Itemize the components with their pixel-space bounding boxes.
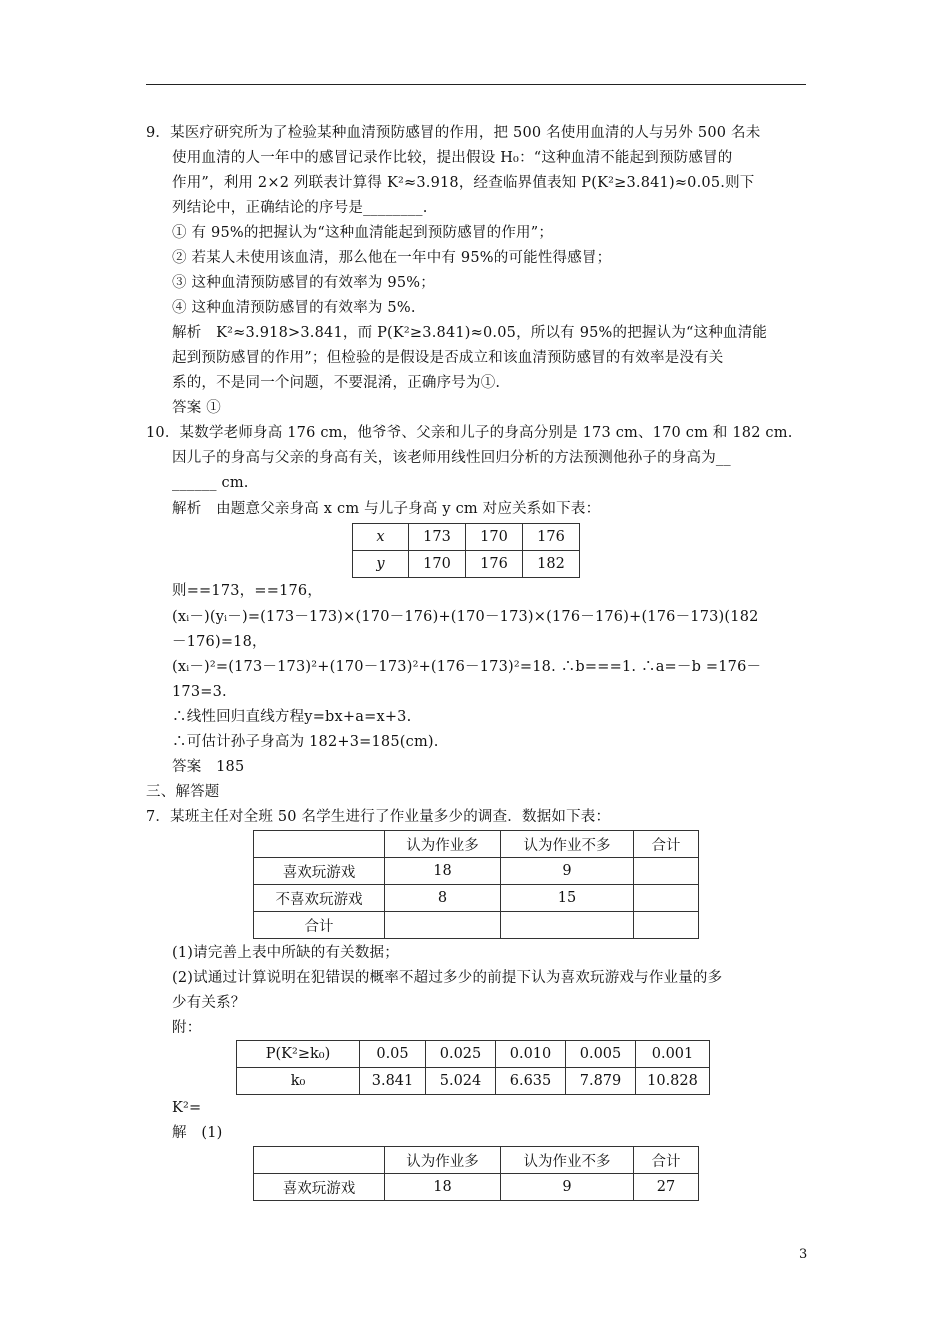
- q9-answer: 答案 ①: [172, 400, 221, 416]
- table-cell: [634, 885, 699, 912]
- q7-intro: 7．某班主任对全班 50 名学生进行了作业量多少的调查．数据如下表：: [146, 809, 611, 825]
- table-cell: 173: [409, 524, 466, 551]
- q9-line-3: 作用”，利用 2×2 列联表计算得 K²≈3.918，经查临界值表知 P(K²≥3.841)≈0.05.则下: [172, 175, 755, 191]
- table-cell: 8: [385, 885, 501, 912]
- table-cell: 5.024: [426, 1068, 496, 1095]
- table-cell: 9: [501, 858, 634, 885]
- table-cell: 认为作业不多: [501, 831, 634, 858]
- table-cell: 认为作业多: [385, 831, 501, 858]
- header-rule: [146, 84, 806, 85]
- q9-line-4: 列结论中，正确结论的序号是________.: [172, 200, 428, 216]
- table-cell: P(K²≥k₀): [237, 1041, 360, 1068]
- table-cell: 176: [466, 551, 523, 578]
- solution-table: [253, 1146, 699, 1201]
- q10-work-7: ∴可估计孙子身高为 182+3=185(cm).: [172, 734, 439, 750]
- q10-line-1: 10．某数学老师身高 176 cm，他爷爷、父亲和儿子的身高分别是 173 cm、170 cm 和 182 cm.: [146, 425, 793, 441]
- q10-work-3: －176)=18，: [172, 634, 267, 650]
- q9-option-3: ③ 这种血清预防感冒的有效率为 95%；: [172, 275, 435, 291]
- q9-line-2: 使用血清的人一年中的感冒记录作比较，提出假设 H₀：“这种血清不能起到预防感冒的: [172, 150, 733, 166]
- table-cell: 170: [466, 524, 523, 551]
- critical-value-table: [236, 1040, 710, 1095]
- survey-table: [253, 830, 699, 939]
- table-cell: 176: [523, 524, 580, 551]
- table-cell: 不喜欢玩游戏: [254, 885, 385, 912]
- q10-work-4: (xᵢ－)²=(173－173)²+(170－173)²+(176－173)²=18. ∴b===1. ∴a=－b =176－: [172, 659, 762, 675]
- q10-line-3: ______ cm.: [172, 475, 249, 491]
- table-cell: 认为作业不多: [501, 1147, 634, 1174]
- table-cell: [254, 1147, 385, 1174]
- q10-work-2: (xᵢ－)(yᵢ－)=(173－173)×(170－176)+(170－173)×(176－176)+(176－173)(182: [172, 609, 759, 625]
- q10-line-2: 因儿子的身高与父亲的身高有关，该老师用线性回归分析的方法预测他孙子的身高为__: [172, 450, 731, 466]
- table-cell: 合计: [254, 912, 385, 939]
- q7-part-2-cont: 少有关系？: [172, 995, 246, 1011]
- q9-option-2: ② 若某人未使用该血清，那么他在一年中有 95%的可能性得感冒；: [172, 250, 612, 266]
- q9-line-1: 9．某医疗研究所为了检验某种血清预防感冒的作用，把 500 名使用血清的人与另外 500 名未: [146, 125, 761, 141]
- table-row: [254, 912, 699, 939]
- table-row: [254, 885, 699, 912]
- table-cell: 18: [385, 858, 501, 885]
- table-cell: k₀: [237, 1068, 360, 1095]
- table-cell: 10.828: [636, 1068, 710, 1095]
- table-row: [254, 858, 699, 885]
- q10-height-table: [352, 523, 580, 578]
- table-cell: 3.841: [360, 1068, 426, 1095]
- solution-label: 解 (1): [172, 1125, 223, 1141]
- table-row: [254, 1174, 699, 1201]
- table-cell: 18: [385, 1174, 501, 1201]
- table-row: [353, 551, 580, 578]
- table-cell: 喜欢玩游戏: [254, 858, 385, 885]
- q10-work-6: ∴线性回归直线方程y=bx+a=x+3.: [172, 709, 412, 725]
- table-cell: 0.005: [566, 1041, 636, 1068]
- table-cell: 9: [501, 1174, 634, 1201]
- appendix-label: 附：: [172, 1020, 202, 1036]
- page-number: 3: [799, 1247, 808, 1262]
- table-cell: 182: [523, 551, 580, 578]
- table-cell: 170: [409, 551, 466, 578]
- table-cell: 27: [634, 1174, 699, 1201]
- table-cell: 合计: [634, 1147, 699, 1174]
- q10-work-1: 则==173，==176，: [172, 583, 323, 599]
- q10-work-5: 173=3.: [172, 684, 227, 700]
- table-cell: x: [353, 524, 409, 551]
- table-cell: 7.879: [566, 1068, 636, 1095]
- table-row: [353, 524, 580, 551]
- table-cell: 0.001: [636, 1041, 710, 1068]
- q10-analysis-intro: 解析 由题意父亲身高 x cm 与儿子身高 y cm 对应关系如下表：: [172, 501, 601, 517]
- table-cell: 6.635: [496, 1068, 566, 1095]
- table-cell: 合计: [634, 831, 699, 858]
- q9-analysis-3: 系的，不是同一个问题，不要混淆，正确序号为①.: [172, 375, 501, 391]
- table-cell: y: [353, 551, 409, 578]
- k-squared-formula: K²=: [172, 1100, 202, 1116]
- q7-part-2: (2)试通过计算说明在犯错误的概率不超过多少的前提下认为喜欢玩游戏与作业量的多: [172, 970, 723, 986]
- section-heading: 三、解答题: [146, 784, 220, 800]
- table-cell: [385, 912, 501, 939]
- q9-option-1: ① 有 95%的把握认为“这种血清能起到预防感冒的作用”；: [172, 225, 554, 241]
- table-row: [254, 831, 699, 858]
- table-cell: [634, 858, 699, 885]
- q9-analysis-1: 解析 K²≈3.918>3.841，而 P(K²≥3.841)≈0.05，所以有 95%的把握认为“这种血清能: [172, 325, 768, 341]
- table-row: [254, 1147, 699, 1174]
- table-cell: 0.05: [360, 1041, 426, 1068]
- q10-answer: 答案 185: [172, 759, 245, 775]
- q7-part-1: (1)请完善上表中所缺的有关数据；: [172, 945, 399, 961]
- table-cell: [634, 912, 699, 939]
- q9-analysis-2: 起到预防感冒的作用”；但检验的是假设是否成立和该血清预防感冒的有效率是没有关: [172, 350, 724, 366]
- table-row: [237, 1041, 710, 1068]
- q9-option-4: ④ 这种血清预防感冒的有效率为 5%.: [172, 300, 416, 316]
- table-row: [237, 1068, 710, 1095]
- table-cell: 0.010: [496, 1041, 566, 1068]
- table-cell: 15: [501, 885, 634, 912]
- table-cell: 认为作业多: [385, 1147, 501, 1174]
- table-cell: [501, 912, 634, 939]
- table-cell: 0.025: [426, 1041, 496, 1068]
- table-cell: 喜欢玩游戏: [254, 1174, 385, 1201]
- table-cell: [254, 831, 385, 858]
